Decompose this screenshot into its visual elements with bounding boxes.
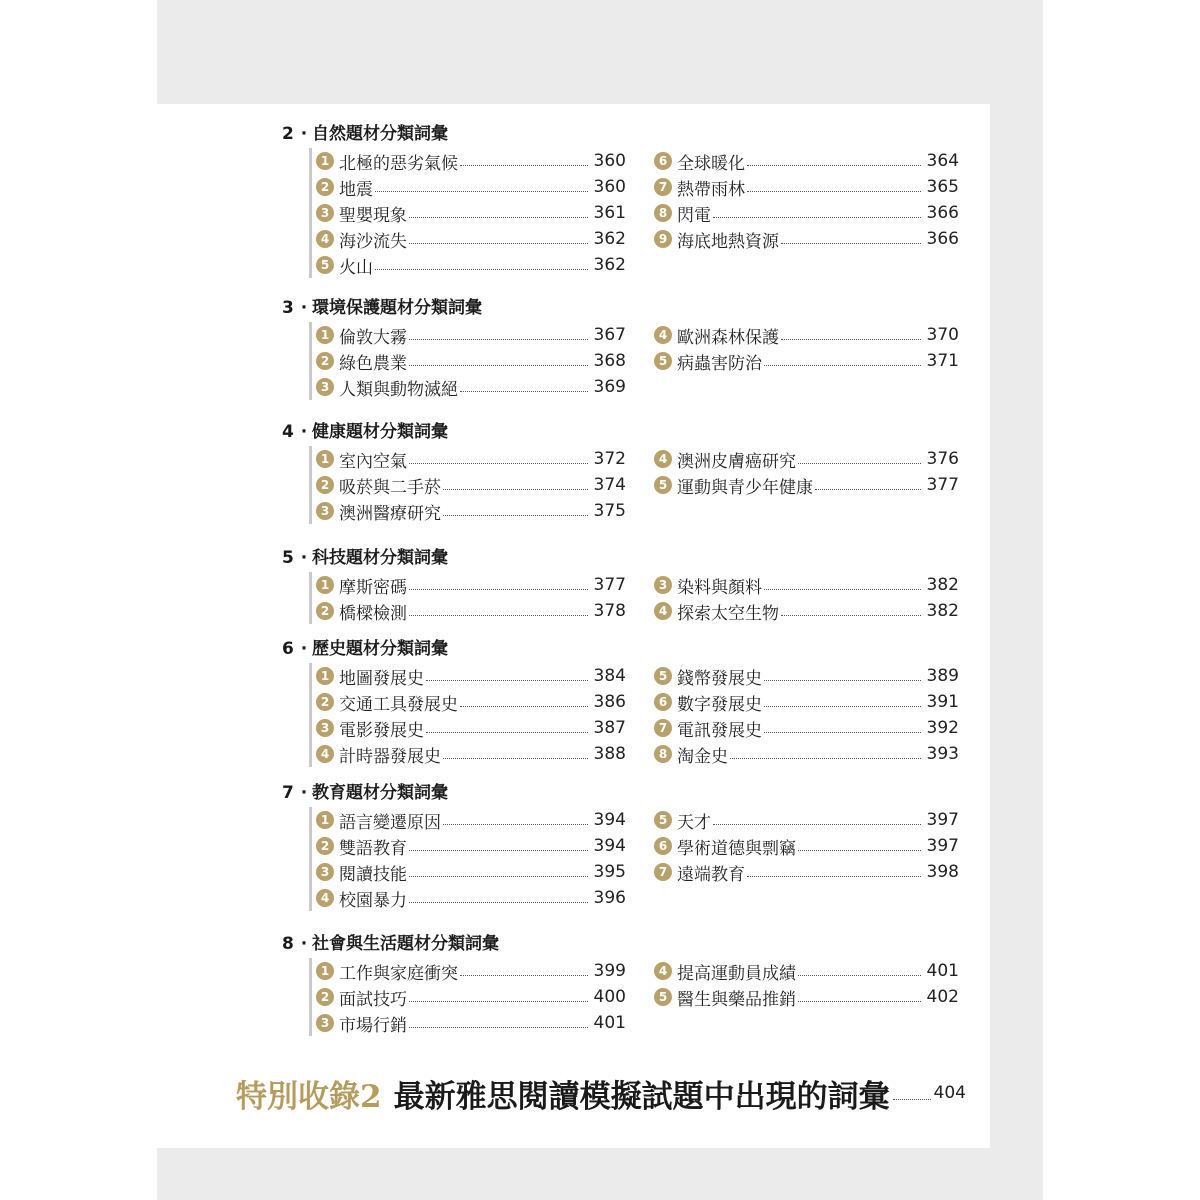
entry-number-badge: 3 [316,719,334,737]
toc-entry[interactable] [316,200,626,226]
dot-leader [375,191,588,192]
section-title: 環境保護題材分類詞彙 [312,298,482,318]
entry-title: 北極的惡劣氣候 [339,153,458,174]
bonus-page-number: 404 [933,1083,966,1103]
entry-number-badge: 3 [316,863,334,881]
dot-leader [426,732,588,733]
dot-leader [747,876,921,877]
toc-entry[interactable] [316,252,626,278]
section-separator: · [300,548,308,568]
section-title: 自然題材分類詞彙 [312,124,448,144]
dot-leader [409,615,588,616]
section-heading[interactable] [282,296,980,320]
entry-page-number: 377 [593,575,626,595]
dot-leader [409,876,588,877]
entry-number-badge: 1 [316,152,334,170]
entry-title: 火山 [339,257,373,278]
dot-leader [781,615,921,616]
section-heading[interactable] [282,546,980,570]
entry-title: 遠端教育 [677,864,745,885]
entry-page-number: 366 [926,203,959,223]
entry-title: 橋樑檢測 [339,603,407,624]
entry-number-badge: 2 [316,988,334,1006]
section-number: 5 [282,548,294,568]
entry-title: 探索太空生物 [677,603,779,624]
entry-number-badge: 5 [316,256,334,274]
entries-left-column [316,958,654,1036]
section-number: 3 [282,298,294,318]
entry-title: 病蟲害防治 [677,353,762,374]
entry-number-badge: 8 [654,204,672,222]
section-title: 歷史題材分類詞彙 [312,639,448,659]
entry-title: 綠色農業 [339,353,407,374]
entry-title: 面試技巧 [339,989,407,1010]
entry-title: 吸菸與二手菸 [339,477,441,498]
entry-title: 天才 [677,812,711,833]
entry-title: 澳洲皮膚癌研究 [677,451,796,472]
entry-page-number: 401 [926,961,959,981]
section-heading[interactable] [282,781,980,805]
entry-page-number: 396 [593,888,626,908]
entries-left-column [316,572,654,624]
entry-page-number: 362 [593,229,626,249]
entry-page-number: 401 [593,1013,626,1033]
entry-number-badge: 1 [316,811,334,829]
entry-title: 倫敦大霧 [339,327,407,348]
entry-title: 閱讀技能 [339,864,407,885]
dot-leader [893,1099,931,1100]
dot-leader [798,463,921,464]
dot-leader [460,391,588,392]
toc-entry[interactable] [316,498,626,524]
dot-leader [443,489,588,490]
entry-title: 提高運動員成績 [677,963,796,984]
entry-page-number: 376 [926,449,959,469]
toc-entry[interactable] [316,174,626,200]
entries-right-column [654,322,959,400]
toc-entry[interactable] [316,348,626,374]
entry-number-badge: 5 [654,476,672,494]
entry-title: 語言變遷原因 [339,812,441,833]
dot-leader [781,339,921,340]
entry-page-number: 370 [926,325,959,345]
toc-section [280,932,980,1036]
entry-page-number: 388 [593,744,626,764]
toc-entry[interactable] [654,689,959,715]
toc-section [280,296,980,400]
entry-number-badge: 5 [654,352,672,370]
dot-leader [798,1001,921,1002]
entry-page-number: 397 [926,836,959,856]
entry-title: 數字發展史 [677,694,762,715]
bonus-entry[interactable] [236,1068,966,1118]
toc-entry[interactable] [316,148,626,174]
entry-number-badge: 1 [316,326,334,344]
entry-title: 地震 [339,179,373,200]
toc-entry[interactable] [316,226,626,252]
toc-entry[interactable] [654,833,959,859]
toc-section [280,781,980,911]
entry-number-badge: 4 [316,745,334,763]
dot-leader [409,589,588,590]
entry-title: 摩斯密碼 [339,577,407,598]
entry-title: 室內空氣 [339,451,407,472]
entries-left-column [316,322,654,400]
entry-title: 錢幣發展史 [677,668,762,689]
entry-number-badge: 3 [654,576,672,594]
dot-leader [443,515,588,516]
section-separator: · [300,783,308,803]
entry-number-badge: 2 [316,693,334,711]
toc-entry[interactable] [316,1010,626,1036]
entry-number-badge: 8 [654,745,672,763]
page-frame-top [157,0,1043,104]
entry-page-number: 391 [926,692,959,712]
dot-leader [460,165,588,166]
entry-page-number: 382 [926,575,959,595]
entry-title: 閃電 [677,205,711,226]
toc-entry[interactable] [654,572,959,598]
entry-title: 海底地熱資源 [677,231,779,252]
dot-leader [764,589,921,590]
entry-title: 計時器發展史 [339,746,441,767]
toc-entry[interactable] [654,984,959,1010]
dot-leader [460,975,588,976]
toc-entry[interactable] [654,446,959,472]
toc-entry[interactable] [316,807,626,833]
toc-entry[interactable] [316,663,626,689]
toc-entry[interactable] [316,859,626,885]
entries-left-column [316,148,654,278]
entry-page-number: 374 [593,475,626,495]
section-title: 社會與生活題材分類詞彙 [312,934,499,954]
entry-number-badge: 2 [316,837,334,855]
entry-number-badge: 4 [654,962,672,980]
toc-entry[interactable] [654,715,959,741]
entry-page-number: 365 [926,177,959,197]
entry-number-badge: 5 [654,988,672,1006]
toc-entry[interactable] [654,958,959,984]
dot-leader [443,824,588,825]
dot-leader [764,680,921,681]
entry-title: 海沙流失 [339,231,407,252]
dot-leader [409,902,588,903]
entries-right-column [654,663,959,767]
section-separator: · [300,422,308,442]
dot-leader [747,191,921,192]
entry-number-badge: 2 [316,352,334,370]
entry-page-number: 393 [926,744,959,764]
toc-entry[interactable] [654,741,959,767]
dot-leader [409,365,588,366]
section-title: 科技題材分類詞彙 [312,548,448,568]
entry-title: 雙語教育 [339,838,407,859]
entry-title: 歐洲森林保護 [677,327,779,348]
dot-leader [747,165,921,166]
entry-number-badge: 1 [316,962,334,980]
section-entries [309,663,980,767]
toc-entry[interactable] [316,689,626,715]
section-number: 4 [282,422,294,442]
toc-section [280,420,980,524]
section-entries [309,446,980,524]
toc-section [280,637,980,767]
entries-left-column [316,807,654,911]
toc-entry[interactable] [316,598,626,624]
section-separator: · [300,639,308,659]
entry-number-badge: 3 [316,204,334,222]
entry-number-badge: 4 [316,889,334,907]
entry-number-badge: 6 [654,152,672,170]
toc-entry[interactable] [316,472,626,498]
entry-number-badge: 1 [316,667,334,685]
section-heading[interactable] [282,637,980,661]
toc-section [280,122,980,278]
toc-entry[interactable] [654,807,959,833]
entry-page-number: 371 [926,351,959,371]
entry-page-number: 384 [593,666,626,686]
entry-page-number: 369 [593,377,626,397]
dot-leader [426,680,588,681]
entry-number-badge: 3 [316,1014,334,1032]
section-heading[interactable] [282,420,980,444]
section-heading[interactable] [282,932,980,956]
entry-page-number: 367 [593,325,626,345]
entry-number-badge: 4 [654,450,672,468]
page-frame-right [990,0,1043,1200]
dot-leader [375,269,588,270]
dot-leader [409,463,588,464]
section-heading[interactable] [282,122,980,146]
entry-page-number: 364 [926,151,959,171]
entry-number-badge: 2 [316,602,334,620]
entries-right-column [654,572,959,624]
entry-page-number: 368 [593,351,626,371]
entry-number-badge: 4 [654,326,672,344]
dot-leader [409,1027,588,1028]
entry-page-number: 366 [926,229,959,249]
dot-leader [409,1001,588,1002]
dot-leader [409,243,588,244]
section-number: 2 [282,124,294,144]
entry-title: 醫生與藥品推銷 [677,989,796,1010]
toc-entry[interactable] [654,322,959,348]
toc-entry[interactable] [316,322,626,348]
entry-page-number: 399 [593,961,626,981]
entry-number-badge: 6 [654,693,672,711]
entry-title: 人類與動物滅絕 [339,379,458,400]
entry-page-number: 389 [926,666,959,686]
entry-number-badge: 7 [654,178,672,196]
entry-title: 工作與家庭衝突 [339,963,458,984]
entry-page-number: 398 [926,862,959,882]
toc-entry[interactable] [316,741,626,767]
entry-page-number: 377 [926,475,959,495]
section-title: 健康題材分類詞彙 [312,422,448,442]
toc-entry[interactable] [654,472,959,498]
entry-number-badge: 1 [316,576,334,594]
page-frame-bottom [157,1148,1043,1200]
toc-entry[interactable] [316,833,626,859]
entry-title: 澳洲醫療研究 [339,503,441,524]
entry-number-badge: 3 [316,378,334,396]
entry-title: 染料與顏料 [677,577,762,598]
section-separator: · [300,124,308,144]
dot-leader [409,217,588,218]
entry-page-number: 360 [593,151,626,171]
entry-page-number: 386 [593,692,626,712]
entry-page-number: 400 [593,987,626,1007]
entry-number-badge: 2 [316,476,334,494]
entries-right-column [654,958,959,1036]
bonus-title: 最新雅思閱讀模擬試題中出現的詞彙 [393,1078,890,1115]
dot-leader [713,824,921,825]
entry-number-badge: 6 [654,837,672,855]
dot-leader [409,850,588,851]
bonus-label: 特別收錄2 [236,1078,382,1115]
entry-title: 電影發展史 [339,720,424,741]
section-entries [309,572,980,624]
section-number: 7 [282,783,294,803]
dot-leader [460,706,588,707]
dot-leader [730,758,921,759]
entry-number-badge: 5 [654,667,672,685]
entry-page-number: 395 [593,862,626,882]
entry-title: 熱帶雨林 [677,179,745,200]
entries-left-column [316,663,654,767]
entry-number-badge: 2 [316,178,334,196]
dot-leader [764,732,921,733]
toc-entry[interactable] [316,885,626,911]
entry-title: 校園暴力 [339,890,407,911]
toc-entry[interactable] [316,984,626,1010]
dot-leader [764,706,921,707]
entry-title: 市場行銷 [339,1015,407,1036]
entry-page-number: 361 [593,203,626,223]
entry-number-badge: 4 [316,230,334,248]
entry-number-badge: 7 [654,719,672,737]
toc-entry[interactable] [654,598,959,624]
section-entries [309,958,980,1036]
entry-title: 聖嬰現象 [339,205,407,226]
toc-entry[interactable] [654,663,959,689]
toc-entry[interactable] [654,348,959,374]
entry-title: 全球暖化 [677,153,745,174]
entry-page-number: 378 [593,601,626,621]
dot-leader [764,365,921,366]
entry-page-number: 375 [593,501,626,521]
entry-title: 交通工具發展史 [339,694,458,715]
toc-entry[interactable] [654,200,959,226]
section-entries [309,807,980,911]
entries-right-column [654,446,959,524]
entry-number-badge: 9 [654,230,672,248]
toc-entry[interactable] [654,174,959,200]
entry-page-number: 372 [593,449,626,469]
toc-entry[interactable] [654,226,959,252]
dot-leader [798,975,921,976]
section-entries [309,148,980,278]
entry-page-number: 394 [593,836,626,856]
entry-number-badge: 4 [654,602,672,620]
dot-leader [798,850,921,851]
entry-page-number: 397 [926,810,959,830]
entries-left-column [316,446,654,524]
entry-page-number: 360 [593,177,626,197]
dot-leader [815,489,921,490]
dot-leader [443,758,588,759]
entry-title: 地圖發展史 [339,668,424,689]
toc-entry[interactable] [316,715,626,741]
section-number: 8 [282,934,294,954]
entry-page-number: 392 [926,718,959,738]
entries-right-column [654,148,959,278]
entry-page-number: 362 [593,255,626,275]
section-separator: · [300,934,308,954]
section-number: 6 [282,639,294,659]
entry-title: 學術道德與剽竊 [677,838,796,859]
toc-entry[interactable] [316,572,626,598]
toc-entry[interactable] [316,374,626,400]
entry-page-number: 394 [593,810,626,830]
toc-section [280,546,980,624]
entry-page-number: 382 [926,601,959,621]
toc-entry[interactable] [316,446,626,472]
entry-title: 運動與青少年健康 [677,477,813,498]
entry-number-badge: 7 [654,863,672,881]
entry-number-badge: 3 [316,502,334,520]
entry-page-number: 402 [926,987,959,1007]
dot-leader [409,339,588,340]
section-title: 教育題材分類詞彙 [312,783,448,803]
entries-right-column [654,807,959,911]
dot-leader [713,217,921,218]
toc-entry[interactable] [654,148,959,174]
section-entries [309,322,980,400]
entry-title: 電訊發展史 [677,720,762,741]
toc-entry[interactable] [654,859,959,885]
toc-entry[interactable] [316,958,626,984]
entry-number-badge: 5 [654,811,672,829]
entry-page-number: 387 [593,718,626,738]
entry-number-badge: 1 [316,450,334,468]
dot-leader [781,243,921,244]
entry-title: 淘金史 [677,746,728,767]
section-separator: · [300,298,308,318]
